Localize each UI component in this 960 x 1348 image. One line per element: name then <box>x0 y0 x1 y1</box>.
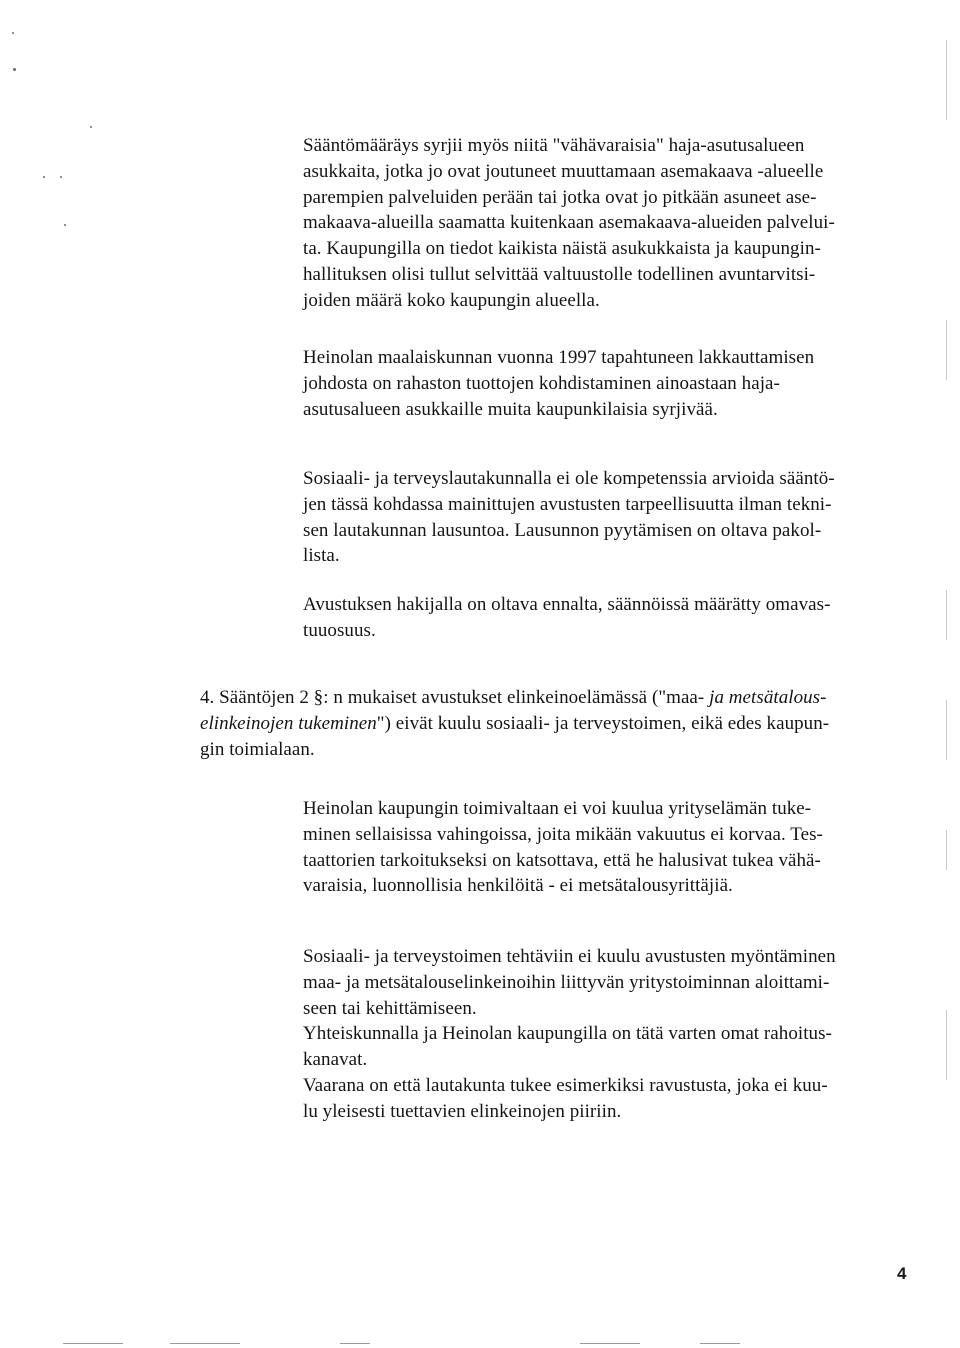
scan-edge-line <box>946 700 947 760</box>
scan-edge-line <box>946 320 947 380</box>
text-line: parempien palveluiden perään tai jotka ovat jo pitkään asuneet ase- <box>303 186 817 208</box>
text-line: hallituksen olisi tullut selvittää valtuustolle todellinen avuntarvitsi- <box>303 263 816 285</box>
paragraph-city-authority <box>303 796 893 899</box>
text-line: seen tai kehittämiseen. <box>303 997 477 1019</box>
scan-bottom-dash <box>170 1343 240 1344</box>
text-line: taattorien tarkoitukseksi on katsottava, että he halusivat tukea vähä- <box>303 849 821 871</box>
text-line: maa- ja metsätalouselinkeinoihin liittyvän yritystoiminnan aloittami- <box>303 971 830 993</box>
scan-speck <box>13 68 16 71</box>
text-line <box>200 711 900 737</box>
text-line: ta. Kaupungilla on tiedot kaikista näistä asukukkaista ja kaupungin- <box>303 238 821 260</box>
text-line: asutusalueen asukkaille muita kaupunkilaisia syrjivää. <box>303 398 718 420</box>
paragraph-social-health-duties <box>303 944 903 1125</box>
text-line: kanavat. <box>303 1049 368 1071</box>
numbered-point-4 <box>200 685 900 762</box>
scan-bottom-dash <box>63 1343 123 1344</box>
text-segment: 4. Sääntöjen 2 §: n mukaiset avustukset elinkeinoelämässä ("maa- <box>200 687 710 708</box>
text-line: minen sellaisissa vahingoissa, joita mikään vakuutus ei korvaa. Tes- <box>303 823 823 845</box>
text-line <box>200 685 900 711</box>
text-segment: ") eivät kuulu sosiaali- ja terveystoimen, eikä edes kaupun- <box>376 712 830 734</box>
paragraph-municipality-merger <box>303 345 893 422</box>
italic-text-segment: ja metsätalous- <box>709 687 827 708</box>
text-line: sen lautakunnan lausuntoa. Lausunnon pyytämisen on oltava pakol- <box>303 519 822 541</box>
paragraph-board-competence <box>303 466 893 569</box>
page-number: 4 <box>897 1264 907 1283</box>
text-line: lista. <box>303 545 340 567</box>
text-line: Sosiaali- ja terveyslautakunnalla ei ole kompetenssia arvioida sääntö- <box>303 468 835 489</box>
scan-edge-line <box>946 40 947 120</box>
scan-bottom-dash <box>580 1343 640 1344</box>
text-line: jen tässä kohdassa mainittujen avustusten tarpeellisuutta ilman tekni- <box>303 493 832 515</box>
text-line: Yhteiskunnalla ja Heinolan kaupungilla on tätä varten omat rahoitus- <box>303 1023 832 1045</box>
text-line: johdosta on rahaston tuottojen kohdistaminen ainoastaan haja- <box>303 372 780 394</box>
text-line: Sääntömääräys syrjii myös niitä "vähävaraisia" haja-asutusalueen <box>303 135 805 156</box>
text-line: Heinolan maalaiskunnan vuonna 1997 tapahtuneen lakkauttamisen <box>303 347 815 368</box>
scan-edge-line <box>946 590 947 640</box>
scan-edge-line <box>946 830 947 870</box>
text-line: varaisia, luonnollisia henkilöitä - ei metsätalousyrittäjiä. <box>303 875 733 897</box>
scan-speck <box>12 32 14 34</box>
scan-speck <box>43 176 45 178</box>
scan-speck <box>90 126 92 128</box>
text-line: makaava-alueilla saamatta kuitenkaan asemakaava-alueiden palvelui- <box>303 212 835 234</box>
text-line: Avustuksen hakijalla on oltava ennalta, säännöissä määrätty omavas- <box>303 594 831 615</box>
text-line: asukkaita, jotka jo ovat joutuneet muuttamaan asemakaava -alueelle <box>303 160 824 182</box>
text-line: Vaarana on että lautakunta tukee esimerkiksi ravustusta, joka ei kuu- <box>303 1074 828 1096</box>
text-line: Sosiaali- ja terveystoimen tehtäviin ei kuulu avustusten myöntäminen <box>303 946 836 967</box>
italic-text-segment: elinkeinojen tukeminen <box>200 712 377 734</box>
text-line: tuuosuus. <box>303 619 376 641</box>
scan-edge-line <box>946 1010 947 1080</box>
text-line: lu yleisesti tuettavien elinkeinojen piiriin. <box>303 1100 622 1122</box>
scan-speck <box>60 176 62 178</box>
paragraph-deductible <box>303 592 903 644</box>
text-line: Heinolan kaupungin toimivaltaan ei voi kuulua yrityselämän tuke- <box>303 798 812 819</box>
scan-bottom-dash <box>700 1343 740 1344</box>
text-line: gin toimialaan. <box>200 738 315 760</box>
text-line: joiden määrä koko kaupungin alueella. <box>303 289 600 311</box>
paragraph-rule-discrimination <box>303 133 903 314</box>
scan-speck <box>64 224 66 226</box>
scan-bottom-dash <box>340 1343 370 1344</box>
